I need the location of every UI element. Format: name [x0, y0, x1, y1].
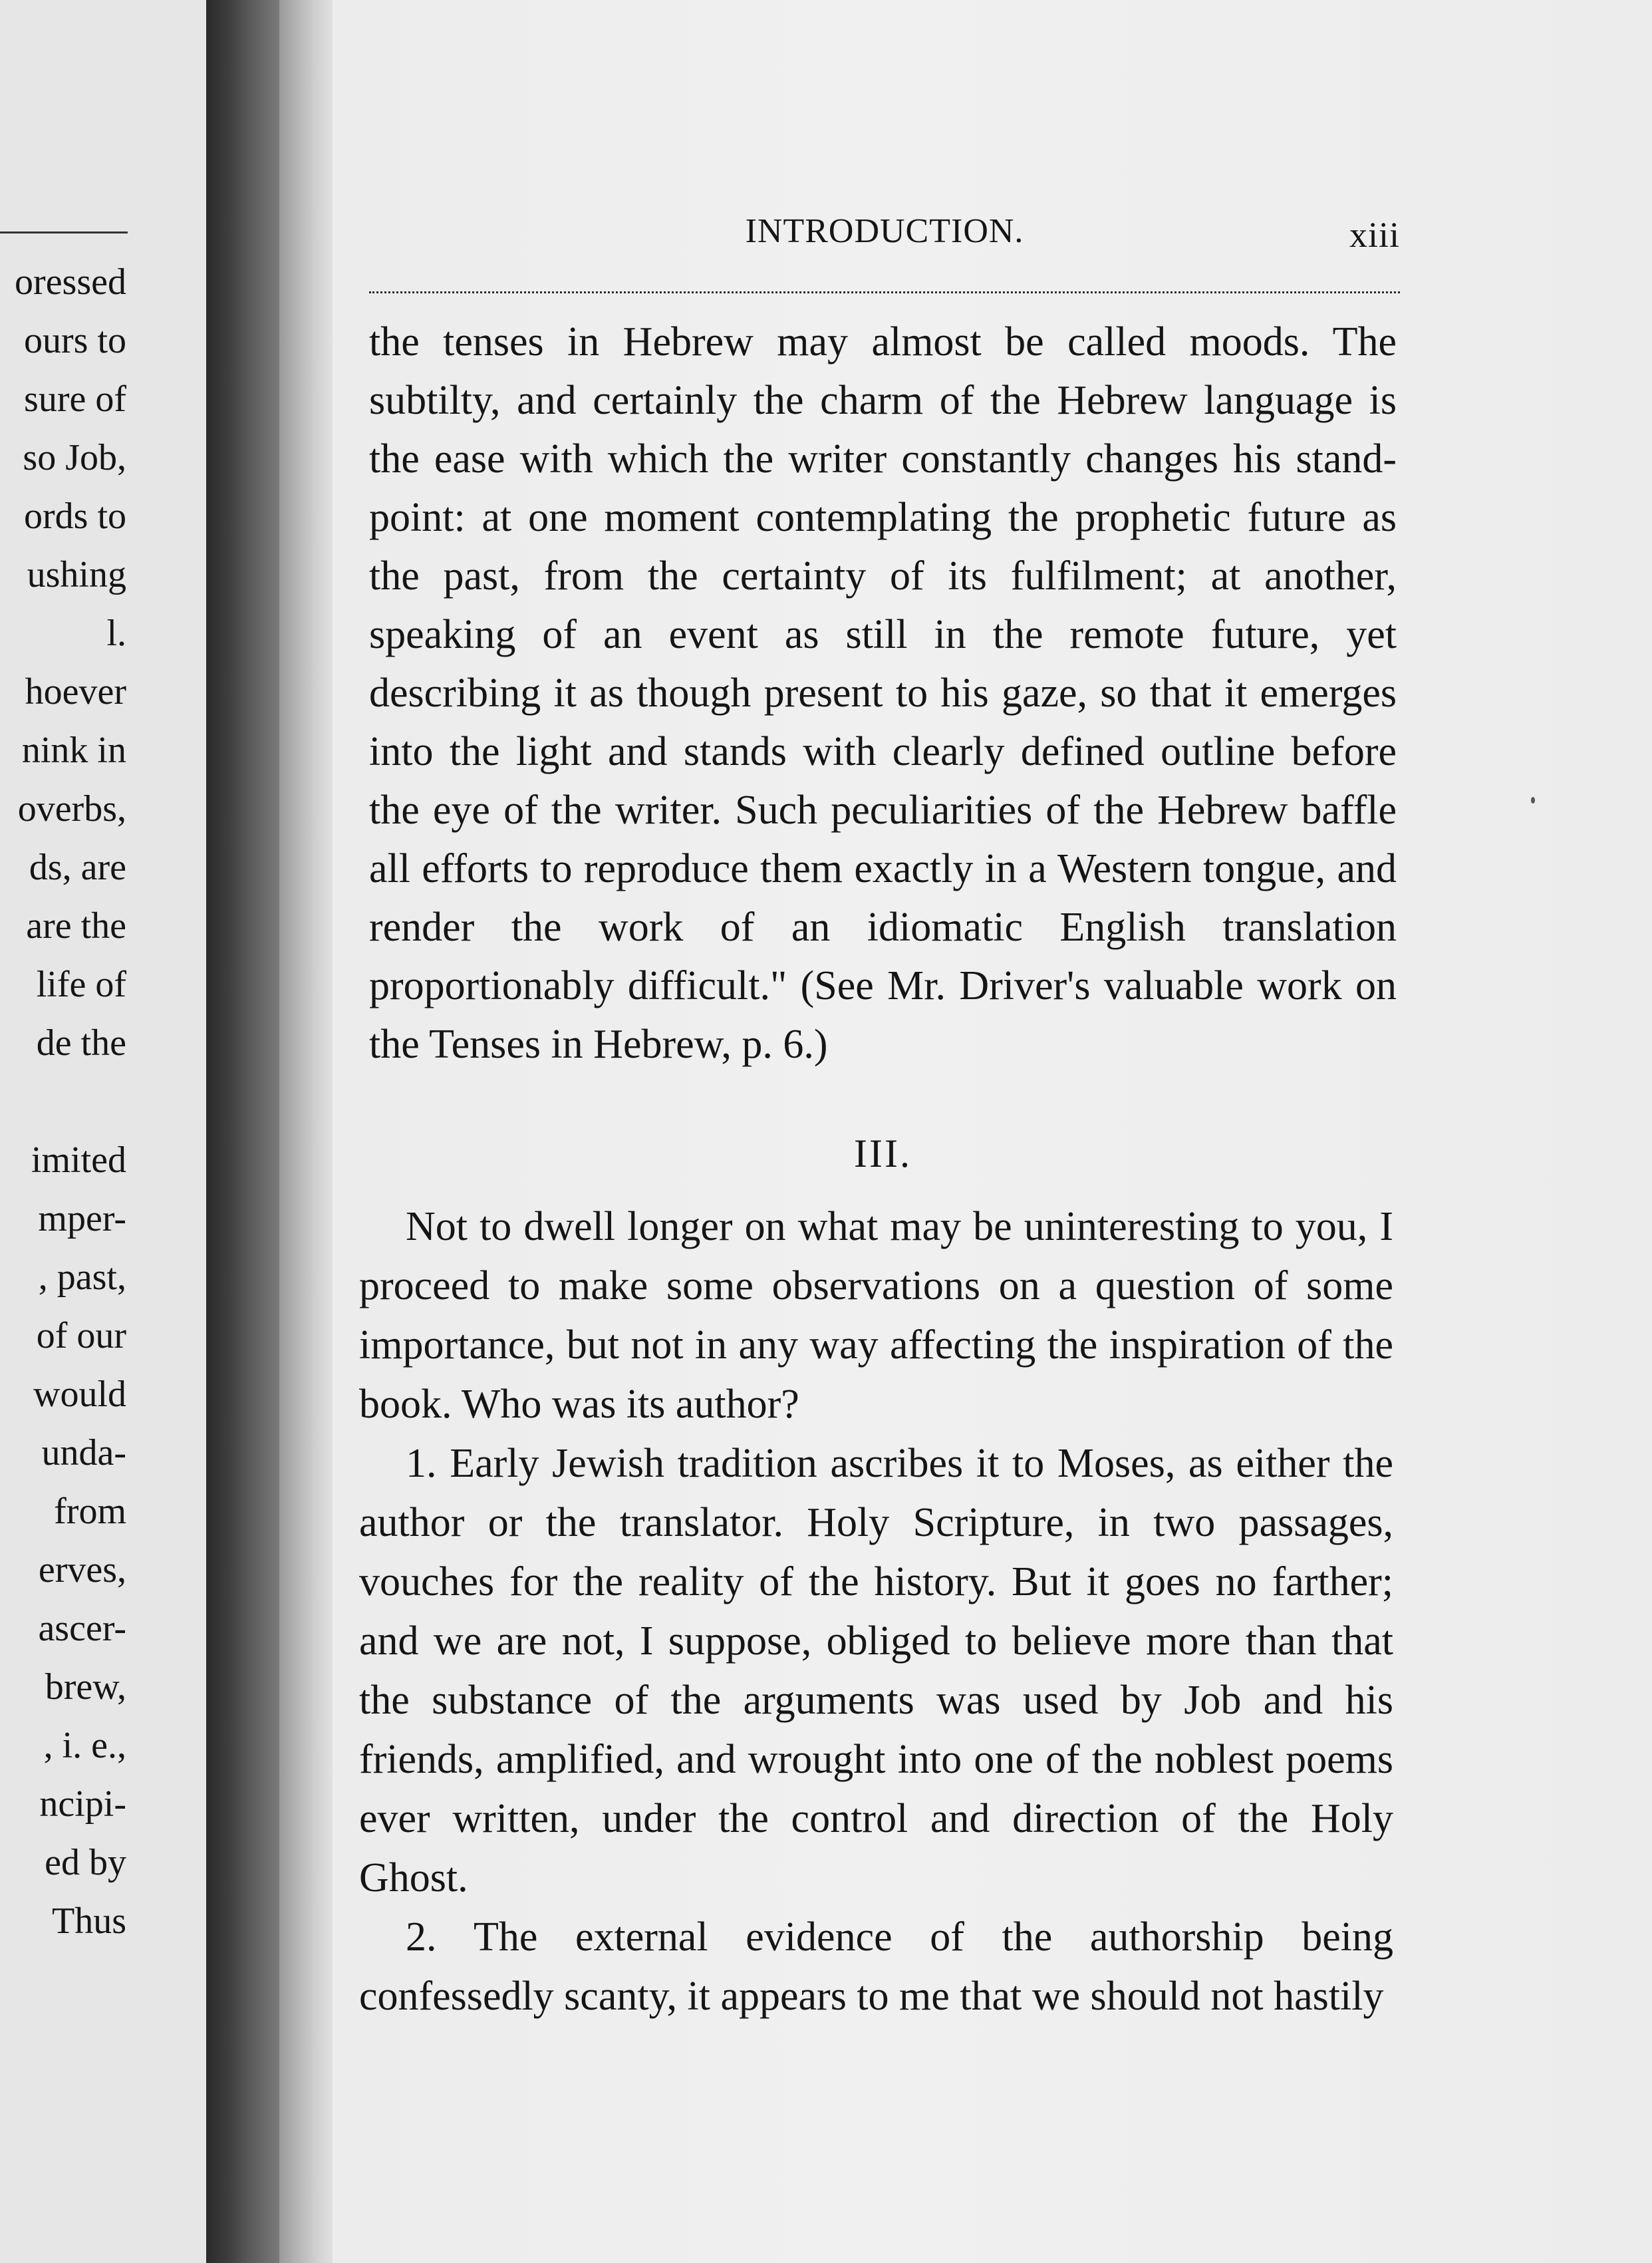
left-line: would — [33, 1374, 126, 1415]
left-line: ncipi- — [39, 1783, 126, 1825]
running-title: INTRODUCTION. — [745, 212, 1024, 250]
left-line: ds, are — [29, 847, 126, 888]
section-heading: III. — [854, 1132, 912, 1175]
left-line: de the — [36, 1022, 126, 1064]
left-line: hoever — [25, 671, 126, 712]
left-line: life of — [36, 964, 126, 1005]
continuation-paragraph: the tenses in Hebrew may almost be called moods. The subtilty, and certainly the charm of the Hebrew language is the ease with which the writer constantly changes his stand-point: at one moment contemplating the prophetic future as the past, from the certainty of its fulfilment; at another, speaking of an event as still in the remote future, yet describing it as though present to his gaze, so that it emerges into the light and stands with clearly defined outline before the eye of the writer. Such peculiarities of the Hebrew baffle all efforts to reproduce them exactly in a Western tongue, and render the work of an idiomatic English translation proportionably difficult." (See Mr. Driver's valuable work on the Tenses in Hebrew, p. 6.) — [369, 319, 1397, 1067]
paragraph: Not to dwell longer on what may be uninteresting to you, I proceed to make some observations on a question of some importance, but not in any way affecting the inspiration of the book. Who was its author? — [359, 1204, 1393, 1427]
left-line: from — [54, 1491, 126, 1532]
left-line: mper- — [38, 1198, 126, 1239]
left-line: so Job, — [23, 437, 126, 478]
left-line: ours to — [24, 320, 126, 361]
left-line: of our — [36, 1315, 126, 1356]
gutter-shadow — [279, 0, 339, 2263]
left-line: are the — [26, 905, 126, 947]
left-page-header-rule — [0, 231, 128, 233]
header-rule — [369, 291, 1400, 293]
left-facing-page — [0, 0, 219, 2263]
left-line: ushing — [27, 554, 126, 595]
left-line: ords to — [24, 496, 126, 537]
page-header — [369, 212, 1400, 265]
left-line: ascer- — [38, 1608, 126, 1649]
left-line: Thus — [52, 1900, 126, 1942]
left-line: oressed — [15, 261, 126, 303]
section-body — [359, 1197, 1393, 2026]
left-line: erves, — [38, 1549, 126, 1590]
paragraph: 2. The external evidence of the authorship being confessedly scanty, it appears to me that we should not hastily — [359, 1914, 1393, 2019]
left-line: sure of — [24, 378, 126, 420]
left-page-line-fragments — [15, 253, 126, 1950]
left-line: imited — [31, 1139, 126, 1181]
left-line: overbs, — [17, 788, 126, 830]
left-line: brew, — [45, 1666, 126, 1708]
left-line: l. — [106, 613, 126, 654]
book-gutter — [206, 0, 279, 2263]
paragraph: 1. Early Jewish tradition ascribes it to Moses, as either the author or the translator. Holy Scripture, in two passages, vouches for the reality of the history. But it goes no farther; and we are not, I suppose, obliged to believe more than that the substance of the arguments was used by Job and his friends, amplified, and wrought into one of the noblest poems ever written, under the control and direction of the Holy Ghost. — [359, 1441, 1393, 1900]
left-line: , past, — [38, 1257, 126, 1298]
page-number: xiii — [1349, 215, 1400, 255]
paper-speck — [1531, 797, 1535, 804]
left-line: ed by — [45, 1842, 126, 1883]
left-line-blank — [15, 1072, 126, 1131]
continuation-text — [369, 313, 1397, 1074]
left-line: , i. e., — [43, 1725, 126, 1766]
left-line: nink in — [21, 730, 126, 771]
left-line: unda- — [41, 1432, 126, 1473]
